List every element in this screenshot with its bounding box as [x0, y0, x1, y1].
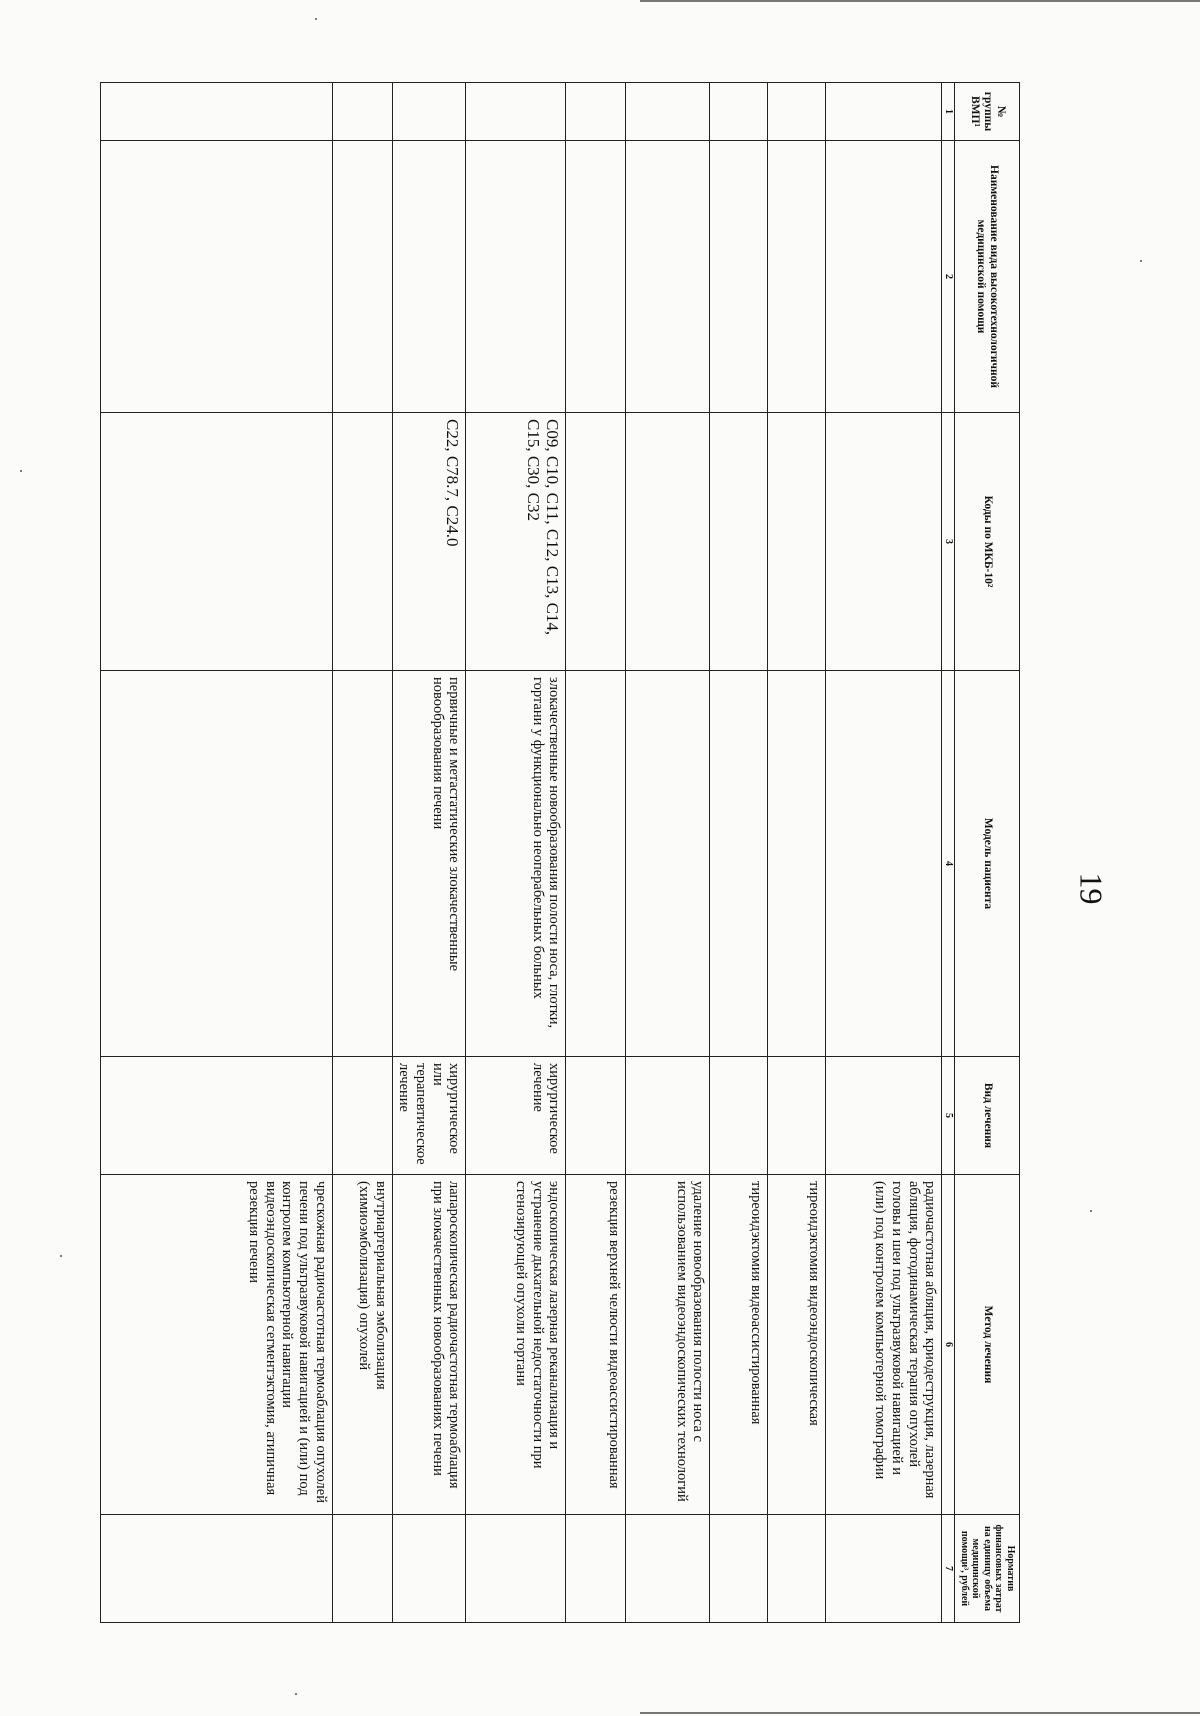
cell-vmp-name [626, 141, 710, 413]
column-number: 3 [942, 413, 955, 671]
table-row [768, 83, 826, 1623]
cell-cost-norm [332, 1515, 392, 1623]
cell-patient-model [332, 671, 392, 1057]
cell-treatment-type [626, 1057, 710, 1175]
column-number: 4 [942, 671, 955, 1057]
cell-treatment-method: радиочастотная абляция, криодеструкция, лазерная абляция, фотодинамическая терапия опухолей головы и шеи под ультразвуковой навигацией и (или) под контролем компьютерной томографии [826, 1175, 942, 1515]
column-number-row [942, 83, 955, 1623]
header-patient-model: Модель пациента [955, 671, 1020, 1057]
cell-vmp-name [566, 141, 626, 413]
cell-treatment-type [332, 1057, 392, 1175]
cell-patient-model [566, 671, 626, 1057]
table-row [626, 83, 710, 1623]
cell-group-number [101, 83, 333, 141]
cell-icd-codes [710, 413, 768, 671]
cell-vmp-name [826, 141, 942, 413]
cell-group-number [710, 83, 768, 141]
cell-treatment-method: резекция верхней челюсти видеоассистированная [566, 1175, 626, 1515]
cell-treatment-method: эндоскопическая лазерная реканализация и устранение дыхательной недостаточности при стенозирующей опухоли гортани [466, 1175, 566, 1515]
cell-cost-norm [101, 1515, 333, 1623]
scan-edge-line [640, 1712, 1200, 1714]
column-number: 6 [942, 1175, 955, 1515]
cell-group-number [466, 83, 566, 141]
page-number: 19 [1073, 872, 1110, 905]
cell-vmp-name [101, 141, 333, 413]
cell-treatment-method: тиреоидэктомия видеоассистированная [710, 1175, 768, 1515]
cell-icd-codes [101, 413, 333, 671]
table-row [101, 83, 333, 1623]
column-number: 1 [942, 83, 955, 141]
header-icd-codes: Коды по МКБ-10² [955, 413, 1020, 671]
cell-treatment-type [768, 1057, 826, 1175]
cell-vmp-name [768, 141, 826, 413]
cell-cost-norm [392, 1515, 466, 1623]
cell-group-number [332, 83, 392, 141]
cell-group-number [768, 83, 826, 141]
cell-vmp-name [710, 141, 768, 413]
cell-patient-model [710, 671, 768, 1057]
cell-treatment-method: тиреоидэктомия видеоэндоскопическая [768, 1175, 826, 1515]
vmp-table [100, 82, 1020, 1623]
cell-cost-norm [466, 1515, 566, 1623]
table-header-row [955, 83, 1020, 1623]
cell-cost-norm [566, 1515, 626, 1623]
cell-icd-codes [826, 413, 942, 671]
cell-group-number [826, 83, 942, 141]
cell-patient-model [768, 671, 826, 1057]
scan-speck [315, 18, 317, 20]
cell-icd-codes: C09, C10, C11, C12, C13, C14, C15, C30, C32 [466, 413, 566, 671]
cell-cost-norm [826, 1515, 942, 1623]
cell-cost-norm [710, 1515, 768, 1623]
cell-vmp-name [392, 141, 466, 413]
cell-patient-model: первичные и метастатические злокачественные новообразования печени [392, 671, 466, 1057]
cell-treatment-type: хирургическое лечение [466, 1057, 566, 1175]
cell-patient-model [826, 671, 942, 1057]
header-treatment-method: Метод лечения [955, 1175, 1020, 1515]
cell-icd-codes [768, 413, 826, 671]
cell-treatment-type: хирургическое или терапевтическое лечение [392, 1057, 466, 1175]
cell-group-number [626, 83, 710, 141]
cell-cost-norm [768, 1515, 826, 1623]
cell-vmp-name [466, 141, 566, 413]
cell-icd-codes [332, 413, 392, 671]
scan-speck [1090, 1210, 1092, 1212]
cell-patient-model: злокачественные новообразования полости носа, глотки, гортани у функционально неоперабельных больных [466, 671, 566, 1057]
scan-speck [60, 1255, 62, 1257]
table-row [710, 83, 768, 1623]
cell-treatment-type [710, 1057, 768, 1175]
rotated-table-container [100, 82, 1020, 1613]
cell-group-number [392, 83, 466, 141]
cell-icd-codes [626, 413, 710, 671]
header-cost-norm: Норматив финансовых затрат на единицу объема медицинской помощи³, рублей [955, 1515, 1020, 1623]
column-number: 7 [942, 1515, 955, 1623]
table-row [566, 83, 626, 1623]
cell-treatment-method: удаление новообразования полости носа с использованием видеоэндоскопических технологий [626, 1175, 710, 1515]
cell-treatment-method: чрескожная радиочастотная термоаблация опухолей печени под ультразвуковой навигацией и (или) под контролем компьютерной навигации видеоэндоскопическая сегментэктомия, атипичная резекция печени [101, 1175, 333, 1515]
cell-icd-codes: C22, C78.7, C24.0 [392, 413, 466, 671]
table-row [392, 83, 466, 1623]
cell-patient-model [626, 671, 710, 1057]
cell-treatment-type [566, 1057, 626, 1175]
cell-treatment-method: внутриартериальная эмболизация (химиоэмболизация) опухолей [332, 1175, 392, 1515]
table-row [332, 83, 392, 1623]
header-group-number: № группы ВМП¹ [955, 83, 1020, 141]
cell-treatment-type [101, 1057, 333, 1175]
header-treatment-type: Вид лечения [955, 1057, 1020, 1175]
cell-group-number [566, 83, 626, 141]
cell-treatment-type [826, 1057, 942, 1175]
scan-speck [295, 1693, 297, 1695]
cell-icd-codes [566, 413, 626, 671]
table-row [466, 83, 566, 1623]
cell-patient-model [101, 671, 333, 1057]
scan-edge-line [640, 0, 1200, 2]
column-number: 5 [942, 1057, 955, 1175]
column-number: 2 [942, 141, 955, 413]
scan-speck [20, 470, 22, 472]
table-row [826, 83, 942, 1623]
scan-speck [1140, 260, 1142, 262]
cell-treatment-method: лапароскопическая радиочастотная термоаблация при злокачественных новообразованиях печени [392, 1175, 466, 1515]
header-vmp-name: Наименование вида высокотехнологичной медицинской помощи [955, 141, 1020, 413]
cell-cost-norm [626, 1515, 710, 1623]
cell-vmp-name [332, 141, 392, 413]
